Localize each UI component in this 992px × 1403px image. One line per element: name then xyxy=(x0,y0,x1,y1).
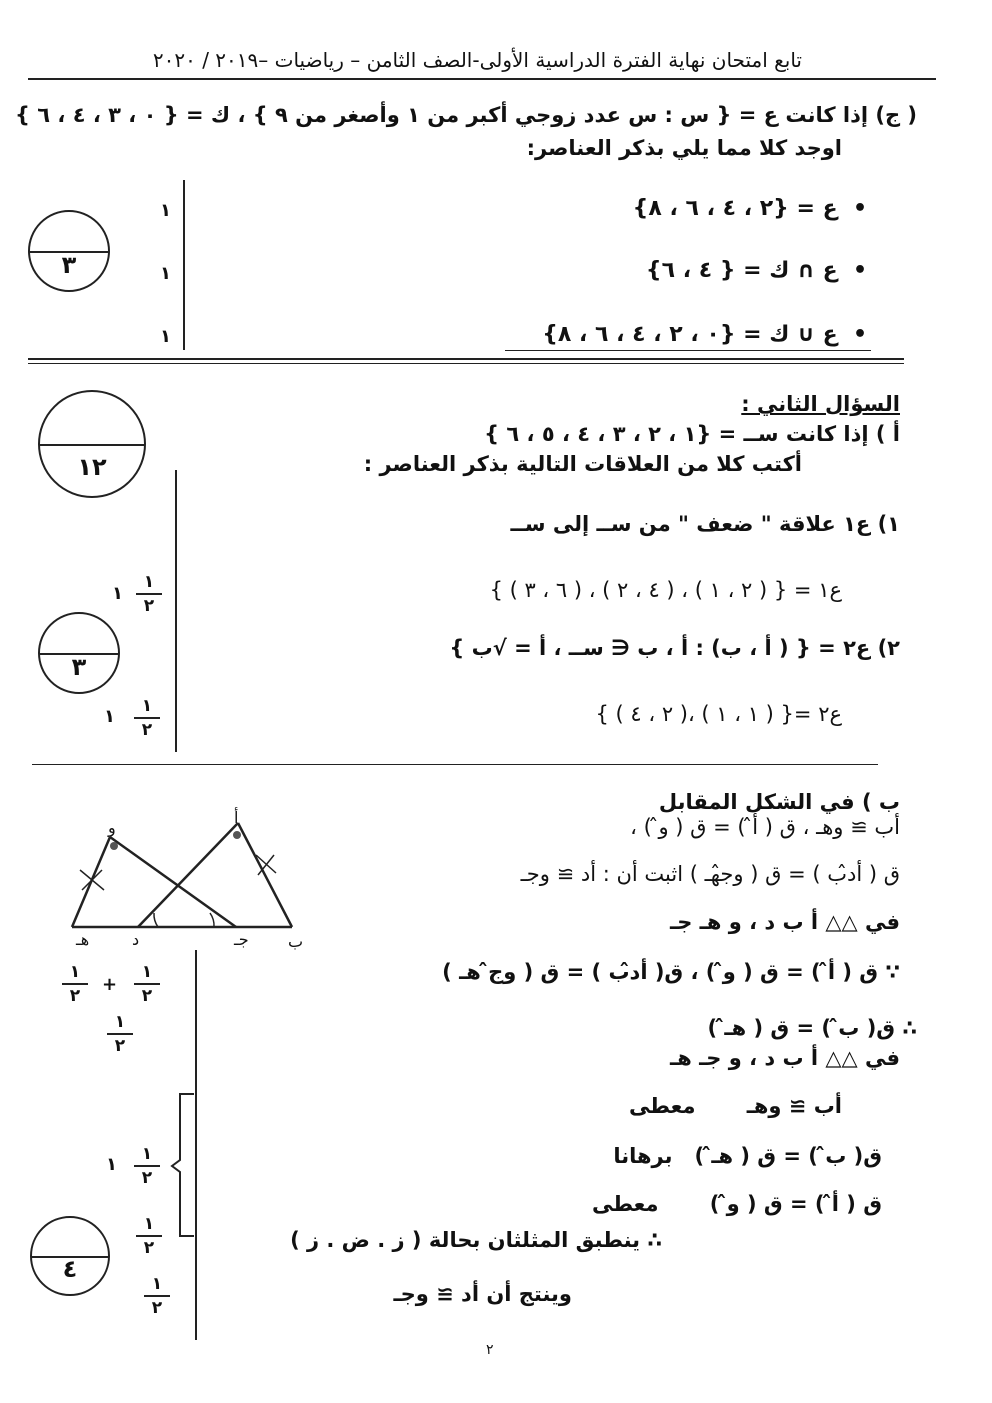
mark-value: ١ xyxy=(160,200,171,221)
statement-3 xyxy=(592,1192,882,1216)
page-header-title: تابع امتحان نهاية الفترة الدراسية الأولى-الصف الثامن – رياضيات –٢٠١٩ / ٢٠٢٠ xyxy=(152,48,802,72)
statement-text: ق( ب̂ ) = ق ( هـ̂ ) xyxy=(694,1144,882,1168)
half-mark: ١ ٢ xyxy=(134,696,160,740)
statement-reason: معطى xyxy=(591,1192,659,1216)
part-c-question-line1: ( ج) إذا كانت ع = { س : س عدد زوجي أكبر من ١ وأصغر من ٩ } ، ك = { ٠ ، ٣ ، ٤ ، ٦ } xyxy=(15,103,917,127)
statement-reason: برهانا xyxy=(613,1144,673,1168)
section-divider xyxy=(32,764,878,765)
part-c-answer-3 xyxy=(542,322,867,347)
half-mark: ١ ٢ xyxy=(136,1214,162,1258)
score-circle xyxy=(38,612,120,694)
bullet: • xyxy=(852,258,867,283)
half-mark: ١ ٢ xyxy=(134,1144,160,1188)
half-mark: ١ ٢ xyxy=(107,1012,133,1056)
half-mark: ١ ٢ xyxy=(136,572,162,616)
answer-underline xyxy=(505,350,871,351)
answer-text: ع = {٢ ، ٤ ، ٦ ، ٨} xyxy=(632,196,838,221)
part-a-item2: ٢) ع٢ = { ( أ ، ب) : أ ، ب ∈ ســ ، أ = √ب } xyxy=(449,636,900,660)
part-c-answer-1 xyxy=(633,196,867,221)
vertex-label-b: ب xyxy=(288,932,304,951)
grouping-bracket xyxy=(170,1090,198,1240)
score-circle-total xyxy=(38,390,146,498)
part-a-line1: أ ) إذا كانت ســ = {١ ، ٢ ، ٣ ، ٤ ، ٥ ، ٦ } xyxy=(484,422,900,446)
part-b-heading: ب ) في الشكل المقابل xyxy=(658,790,900,814)
part-c-question-line2: اوجد كلا مما يلي بذكر العناصر: xyxy=(526,136,842,160)
proof-line-3: ∴ ق( ب̂ ) = ق ( هـ̂ ) xyxy=(707,1016,917,1040)
statement-2 xyxy=(613,1144,882,1168)
score-circle xyxy=(28,210,110,292)
answer-text: ع ∩ ك = { ٤ ، ٦} xyxy=(645,258,838,283)
vertex-label-j: جـ xyxy=(234,930,249,949)
mark-whole: ١ xyxy=(104,706,115,727)
plus-sign: + xyxy=(102,974,118,995)
section-divider xyxy=(28,363,904,364)
vertex-label-a: أ xyxy=(234,808,239,827)
bullet: • xyxy=(852,196,867,221)
proof-line-2: ∵ ق ( أ̂ ) = ق ( و̂ ) ، ق( أد̂ب ) = ق ( وج̂ هـ ) xyxy=(442,960,900,984)
part-c-answer-2 xyxy=(646,258,867,283)
question-2-heading: السؤال الثاني : xyxy=(741,392,900,416)
score-value: ٣ xyxy=(61,251,77,280)
score-value: ٣ xyxy=(71,653,87,682)
bullet: • xyxy=(852,322,867,347)
score-value: ١٢ xyxy=(77,453,107,482)
half-mark: ١ ٢ xyxy=(62,962,88,1006)
mark-column-divider xyxy=(175,470,177,752)
mark-whole: ١ xyxy=(106,1154,117,1175)
part-a-item2-answer: ع٢ ={ ( ١ ، ١ ) ،( ٢ ، ٤ ) } xyxy=(595,702,842,726)
score-value: ٤ xyxy=(62,1255,78,1284)
proof-line-1: في △△ أ ب د ، و هـ جـ xyxy=(670,910,900,934)
conclusion-2: وينتج أن أد ≅ وجـ xyxy=(393,1282,572,1306)
triangles-figure xyxy=(60,815,310,955)
mark-whole: ١ xyxy=(112,583,123,604)
part-a-line2: أكتب كلا من العلاقات التالية بذكر العناصر : xyxy=(363,452,802,476)
half-mark: ١ ٢ xyxy=(134,962,160,1006)
vertex-label-d: د xyxy=(132,930,140,949)
statement-text: أب ≅ وهـ xyxy=(746,1094,842,1118)
page-number: ٢ xyxy=(486,1342,494,1358)
part-a-item1: ١) ع١ علاقة " ضعف " من ســ إلى ســ xyxy=(510,512,900,536)
statement-1 xyxy=(629,1094,842,1118)
mark-value: ١ xyxy=(160,326,171,347)
header-divider xyxy=(28,78,936,80)
answer-text: ع ∪ ك = {٠ ، ٢ ، ٤ ، ٦ ، ٨} xyxy=(542,322,838,347)
section-divider xyxy=(28,358,904,360)
vertex-label-w: و xyxy=(108,818,116,837)
part-a-item1-answer: ع١ = { ( ٢ ، ١ ) ، ( ٤ ، ٢ ) ، ( ٦ ، ٣ ) } xyxy=(489,578,842,602)
mark-value: ١ xyxy=(160,263,171,284)
statement-reason: معطى xyxy=(628,1094,696,1118)
proof-line-4: في △△ أ ب د ، و جـ هـ xyxy=(670,1046,900,1070)
part-b-given2: ق ( أد̂ب ) = ق ( وج̂هـ ) اثبت أن : أد ≅ وجـ xyxy=(520,862,900,886)
conclusion-1: ∴ ينطبق المثلثان بحالة ( ز . ض . ز ) xyxy=(290,1228,662,1252)
part-b-given1: أب ≅ وهـ ، ق ( أ̂ ) = ق ( و̂ ) ، xyxy=(630,815,900,839)
score-circle xyxy=(30,1216,110,1296)
vertex-label-h: هـ xyxy=(76,930,90,949)
statement-text: ق ( أ̂ ) = ق ( و̂ ) xyxy=(709,1192,882,1216)
half-mark: ١ ٢ xyxy=(144,1274,170,1318)
mark-column-divider xyxy=(183,180,185,350)
